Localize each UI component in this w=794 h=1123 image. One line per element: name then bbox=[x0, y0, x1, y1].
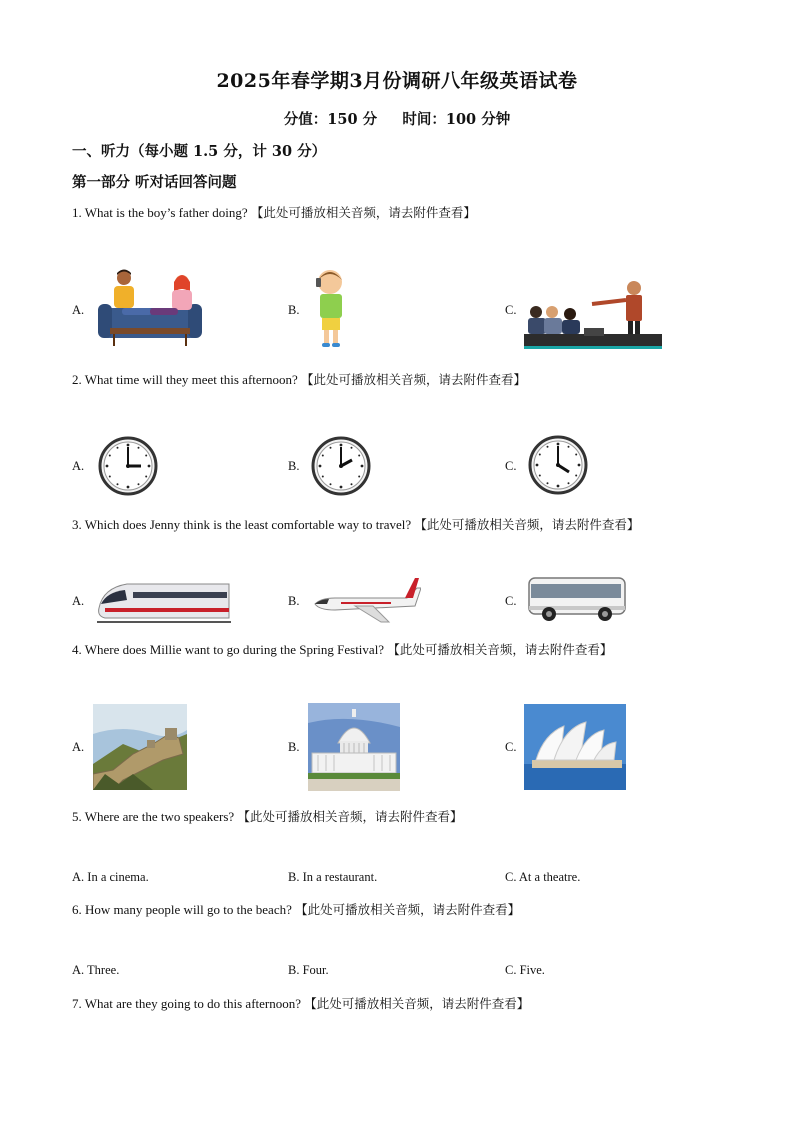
q6-option-b[interactable]: B. Four. bbox=[288, 963, 329, 977]
q6-option-c[interactable]: C. Five. bbox=[505, 963, 545, 977]
question-3 bbox=[72, 515, 639, 533]
q6-option-a[interactable]: A. Three. bbox=[72, 963, 120, 977]
great-wall-image[interactable] bbox=[93, 704, 187, 790]
q3-option-c-label: C. bbox=[505, 594, 517, 608]
q5-option-a[interactable]: A. In a cinema. bbox=[72, 870, 149, 884]
couple-on-sofa-image[interactable] bbox=[98, 268, 202, 348]
clock-3-00-image[interactable] bbox=[98, 436, 158, 496]
audio-note[interactable]: 【此处可播放相关音频，请去附件查看】 bbox=[414, 517, 640, 532]
question-text: 1. What is the boy’s father doing? bbox=[72, 205, 248, 220]
audio-note[interactable]: 【此处可播放相关音频，请去附件查看】 bbox=[387, 642, 613, 657]
audio-note[interactable]: 【此处可播放相关音频，请去附件查看】 bbox=[295, 902, 521, 917]
question-text: 4. Where does Millie want to go during the Spring Festival? bbox=[72, 642, 385, 657]
q1-option-c-label: C. bbox=[505, 303, 517, 317]
audio-note[interactable]: 【此处可播放相关音频，请去附件查看】 bbox=[250, 205, 476, 220]
question-7 bbox=[72, 994, 529, 1012]
q3-option-a-label: A. bbox=[72, 594, 85, 608]
part-heading: 第一部分 听对话回答问题 bbox=[72, 174, 237, 191]
capitol-building-image[interactable] bbox=[308, 703, 400, 791]
question-text: 2. What time will they meet this afternoon? bbox=[72, 372, 298, 387]
question-6 bbox=[72, 900, 520, 918]
q2-option-b-label: B. bbox=[288, 459, 300, 473]
q2-option-c-label: C. bbox=[505, 459, 517, 473]
q4-option-b-label: B. bbox=[288, 740, 300, 754]
audio-note[interactable]: 【此处可播放相关音频，请去附件查看】 bbox=[304, 996, 530, 1011]
q4-option-c-label: C. bbox=[505, 740, 517, 754]
q1-option-b-label: B. bbox=[288, 303, 300, 317]
airplane-image[interactable] bbox=[311, 574, 421, 626]
sydney-opera-house-image[interactable] bbox=[524, 704, 626, 790]
question-4 bbox=[72, 640, 612, 658]
question-text: 3. Which does Jenny think is the least comfortable way to travel? bbox=[72, 517, 412, 532]
page-subtitle bbox=[0, 108, 794, 129]
q1-option-a-label: A. bbox=[72, 303, 85, 317]
time-info: 时间：100 分钟 bbox=[402, 111, 511, 128]
clock-4-00-image[interactable] bbox=[528, 435, 588, 495]
question-1 bbox=[72, 203, 476, 221]
question-text: 5. Where are the two speakers? bbox=[72, 809, 235, 824]
business-meeting-image[interactable] bbox=[524, 278, 664, 350]
q2-option-a-label: A. bbox=[72, 459, 85, 473]
audio-note[interactable]: 【此处可播放相关音频，请去附件查看】 bbox=[301, 372, 527, 387]
q4-option-a-label: A. bbox=[72, 740, 85, 754]
score-info: 分值：150 分 bbox=[283, 111, 378, 128]
q5-option-b[interactable]: B. In a restaurant. bbox=[288, 870, 378, 884]
page-title: 2025年春学期3月份调研八年级英语试卷 bbox=[216, 70, 578, 92]
clock-2-30-image[interactable] bbox=[311, 436, 371, 496]
audio-note[interactable]: 【此处可播放相关音频，请去附件查看】 bbox=[237, 809, 463, 824]
question-2 bbox=[72, 370, 526, 388]
question-text: 7. What are they going to do this afternoon? bbox=[72, 996, 302, 1011]
question-text: 6. How many people will go to the beach? bbox=[72, 902, 292, 917]
question-5 bbox=[72, 807, 462, 825]
high-speed-train-image[interactable] bbox=[97, 578, 231, 624]
boy-on-phone-image[interactable] bbox=[312, 268, 352, 350]
q3-option-b-label: B. bbox=[288, 594, 300, 608]
section-heading: 一、听力（每小题 1.5 分，计 30 分） bbox=[72, 143, 327, 160]
q5-option-c[interactable]: C. At a theatre. bbox=[505, 870, 581, 884]
bus-image[interactable] bbox=[527, 576, 627, 624]
